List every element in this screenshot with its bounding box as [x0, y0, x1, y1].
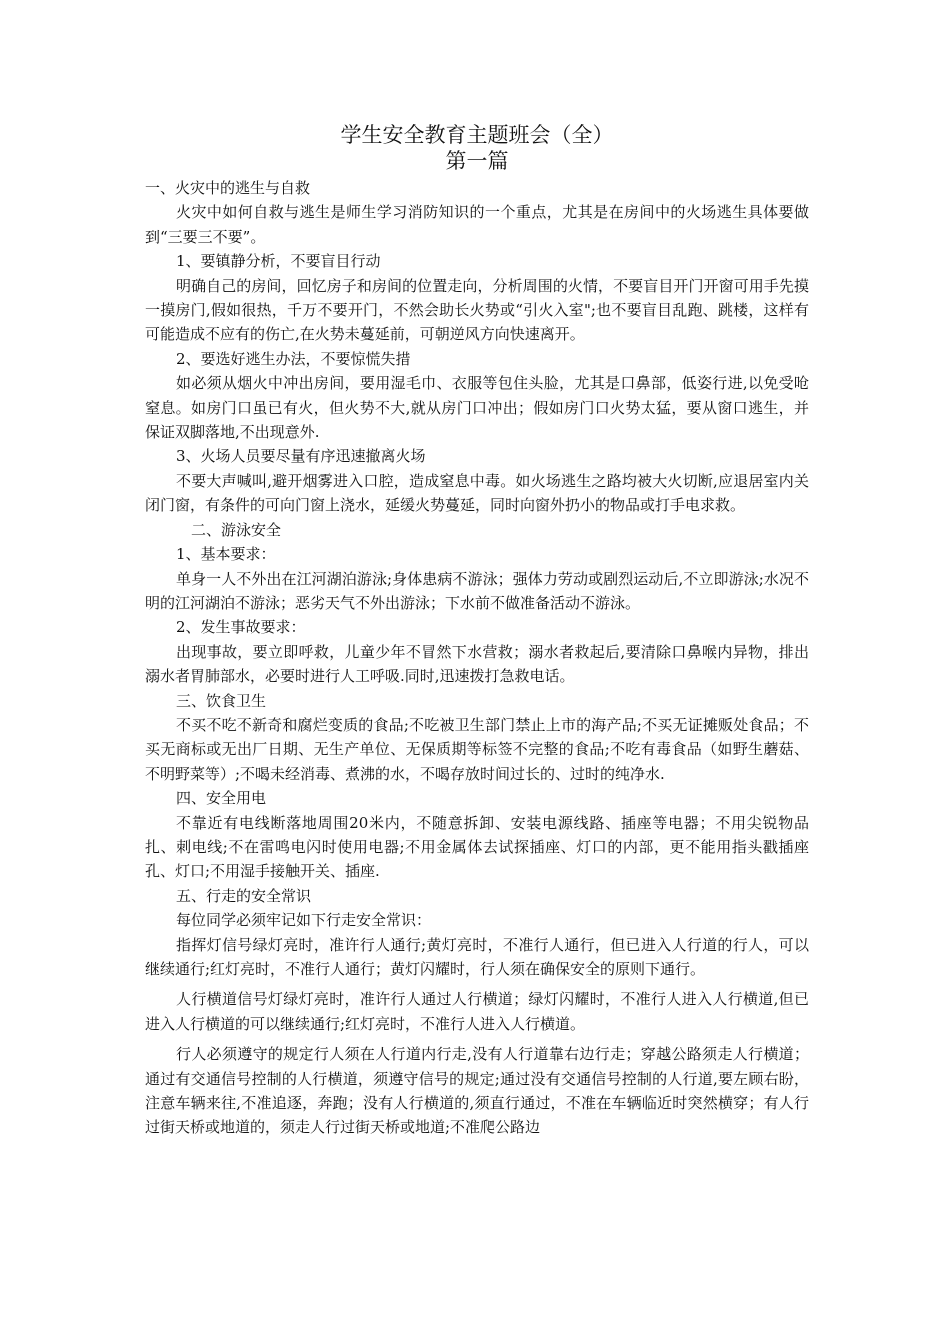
document-subtitle: 第一篇 — [445, 149, 509, 173]
paragraph: 单身一人不外出在江河湖泊游泳;身体患病不游泳；强体力劳动或剧烈运动后,不立即游泳;水况不明的江河湖泊不游泳；恶劣天气不外出游泳；下水前不做准备活动不游泳。 — [145, 569, 809, 612]
document-title: 学生安全教育主题班会（全） — [340, 123, 614, 147]
paragraph: 行人必须遵守的规定行人须在人行道内行走,没有人行道靠右边行走；穿越公路须走人行横道；通过有交通信号控制的人行横道，须遵守信号的规定;通过没有交通信号控制的人行道,要左顾右盼，注意车辆来往,不准追逐，奔跑；没有人行横道的,须直行通过，不准在车辆临近时突然横穿；有人行过街天桥或地道的，须走人行过街天桥或地道;不准爬公路边 — [145, 1045, 809, 1137]
paragraph: 火灾中如何自救与逃生是师生学习消防知识的一个重点，尤其是在房间中的火场逃生具体要做到“三要三不要”。 — [145, 203, 809, 246]
paragraph: 指挥灯信号绿灯亮时，准许行人通行;黄灯亮时，不准行人通行，但已进入人行道的行人，可以继续通行;红灯亮时，不准行人通行；黄灯闪耀时，行人须在确保安全的原则下通行。 — [145, 935, 809, 978]
paragraph: 出现事故，要立即呼救，儿童少年不冒然下水营救；溺水者救起后,要清除口鼻喉内异物，排出溺水者胃肺部水，必要时进行人工呼吸.同时,迅速拨打急救电话。 — [145, 642, 809, 686]
paragraph: 不买不吃不新奇和腐烂变质的食品;不吃被卫生部门禁止上市的海产品;不买无证摊贩处食品；不买无商标或无出厂日期、无生产单位、无保质期等标签不完整的食品;不吃有毒食品（如野生蘑菇、不明野菜等）;不喝未经消毒、煮沸的水，不喝存放时间过长的、过时的纯净水. — [145, 715, 809, 783]
paragraph: 每位同学必须牢记如下行走安全常识： — [176, 911, 432, 930]
paragraph: 明确自己的房间，回忆房子和房间的位置走向，分析周围的火情，不要盲目开门开窗可用手先摸一摸房门,假如很热，千万不要开门，不然会助长火势或“引火入室";也不要盲目乱跑、跳楼，这样有可能造成不应有的伤亡,在火势未蔓延前，可朝逆风方向快速离开。 — [145, 276, 809, 344]
document-page — [145, 122, 809, 1140]
paragraph: 一、火灾中的逃生与自救 — [145, 179, 311, 197]
paragraph: 如必须从烟火中冲出房间，要用湿毛巾、衣服等包住头脸，尤其是口鼻部，低姿行进,以免受呛窒息。如房门口虽已有火，但火势不大,就从房门口冲出；假如房门口火势太猛，要从窗口逃生，并保证双脚落地,不出现意外. — [145, 374, 809, 442]
paragraph: 三、饮食卫生 — [176, 691, 267, 710]
paragraph: 2、发生事故要求： — [176, 618, 306, 637]
paragraph: 2、要选好逃生办法，不要惊慌失措 — [176, 349, 411, 368]
paragraph: 不靠近有电线断落地周围20米内，不随意拆卸、安装电源线路、插座等电器；不用尖锐物品扎、刺电线;不在雷鸣电闪时使用电器;不用金属体去试探插座、灯口的内部，更不能用指头戳插座孔、灯口;不用湿手接触开关、插座. — [145, 813, 809, 881]
paragraph: 五、行走的安全常识 — [176, 886, 312, 905]
paragraph: 3、火场人员要尽量有序迅速撤离火场 — [176, 447, 426, 466]
document-body — [145, 176, 809, 1140]
paragraph: 1、基本要求： — [176, 545, 276, 564]
paragraph: 不要大声喊叫,避开烟雾进入口腔，造成窒息中毒。如火场逃生之路均被大火切断,应退居室内关闭门窗，有条件的可向门窗上浇水，延缓火势蔓延，同时向窗外扔小的物品或打手电求救。 — [145, 471, 809, 515]
paragraph: 1、要镇静分析，不要盲目行动 — [176, 252, 381, 271]
paragraph: 二、游泳安全 — [191, 520, 282, 539]
paragraph: 人行横道信号灯绿灯亮时，准许行人通过人行横道；绿灯闪耀时，不准行人进入人行横道,但已进入人行横道的可以继续通行;红灯亮时，不准行人进入人行横道。 — [145, 990, 809, 1033]
paragraph: 四、安全用电 — [176, 789, 267, 808]
